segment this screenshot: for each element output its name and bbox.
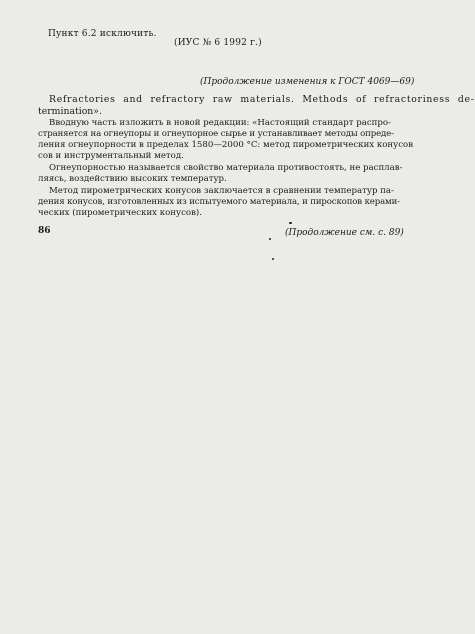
english-title-line: termination».	[38, 106, 102, 117]
ink-speck	[289, 222, 292, 224]
continuation-header: (Продолжение изменения к ГОСТ 4069—69)	[200, 77, 415, 87]
issue-reference: (ИУС № 6 1992 г.)	[174, 38, 262, 48]
paragraph-line: Метод пирометрических конусов заключается в сравнении температур па-	[49, 186, 394, 196]
paragraph-line: ческих (пирометрических конусов).	[38, 208, 202, 218]
paragraph-line: страняется на огнеупоры и огнеупорное сырье и устанавливает методы опреде-	[38, 129, 394, 139]
paragraph-line: дения конусов, изготовленных из испытуемого материала, и пироскопов керами-	[38, 197, 400, 207]
paragraph-line: Огнеупорностью называется свойство материала противостоять, не расплав-	[49, 163, 403, 173]
paragraph-line: ляясь, воздействию высоких температур.	[38, 174, 227, 184]
ink-speck	[269, 238, 271, 240]
continued-on-note: (Продолжение см. с. 89)	[285, 228, 404, 238]
paragraph-line: ления огнеупорности в пределах 1580—2000 °С: метод пирометрических конусов	[38, 140, 414, 150]
paragraph-line: Вводную часть изложить в новой редакции: «Настоящий стандарт распро-	[49, 118, 391, 128]
page-number: 86	[38, 226, 51, 236]
english-title-line: Refractories and refractory raw materials. Methods of refractoriness de-	[49, 94, 475, 105]
ink-speck	[272, 258, 274, 260]
top-note: Пункт 6.2 исключить.	[48, 29, 157, 39]
paragraph-line: сов и инструментальный метод.	[38, 151, 184, 161]
